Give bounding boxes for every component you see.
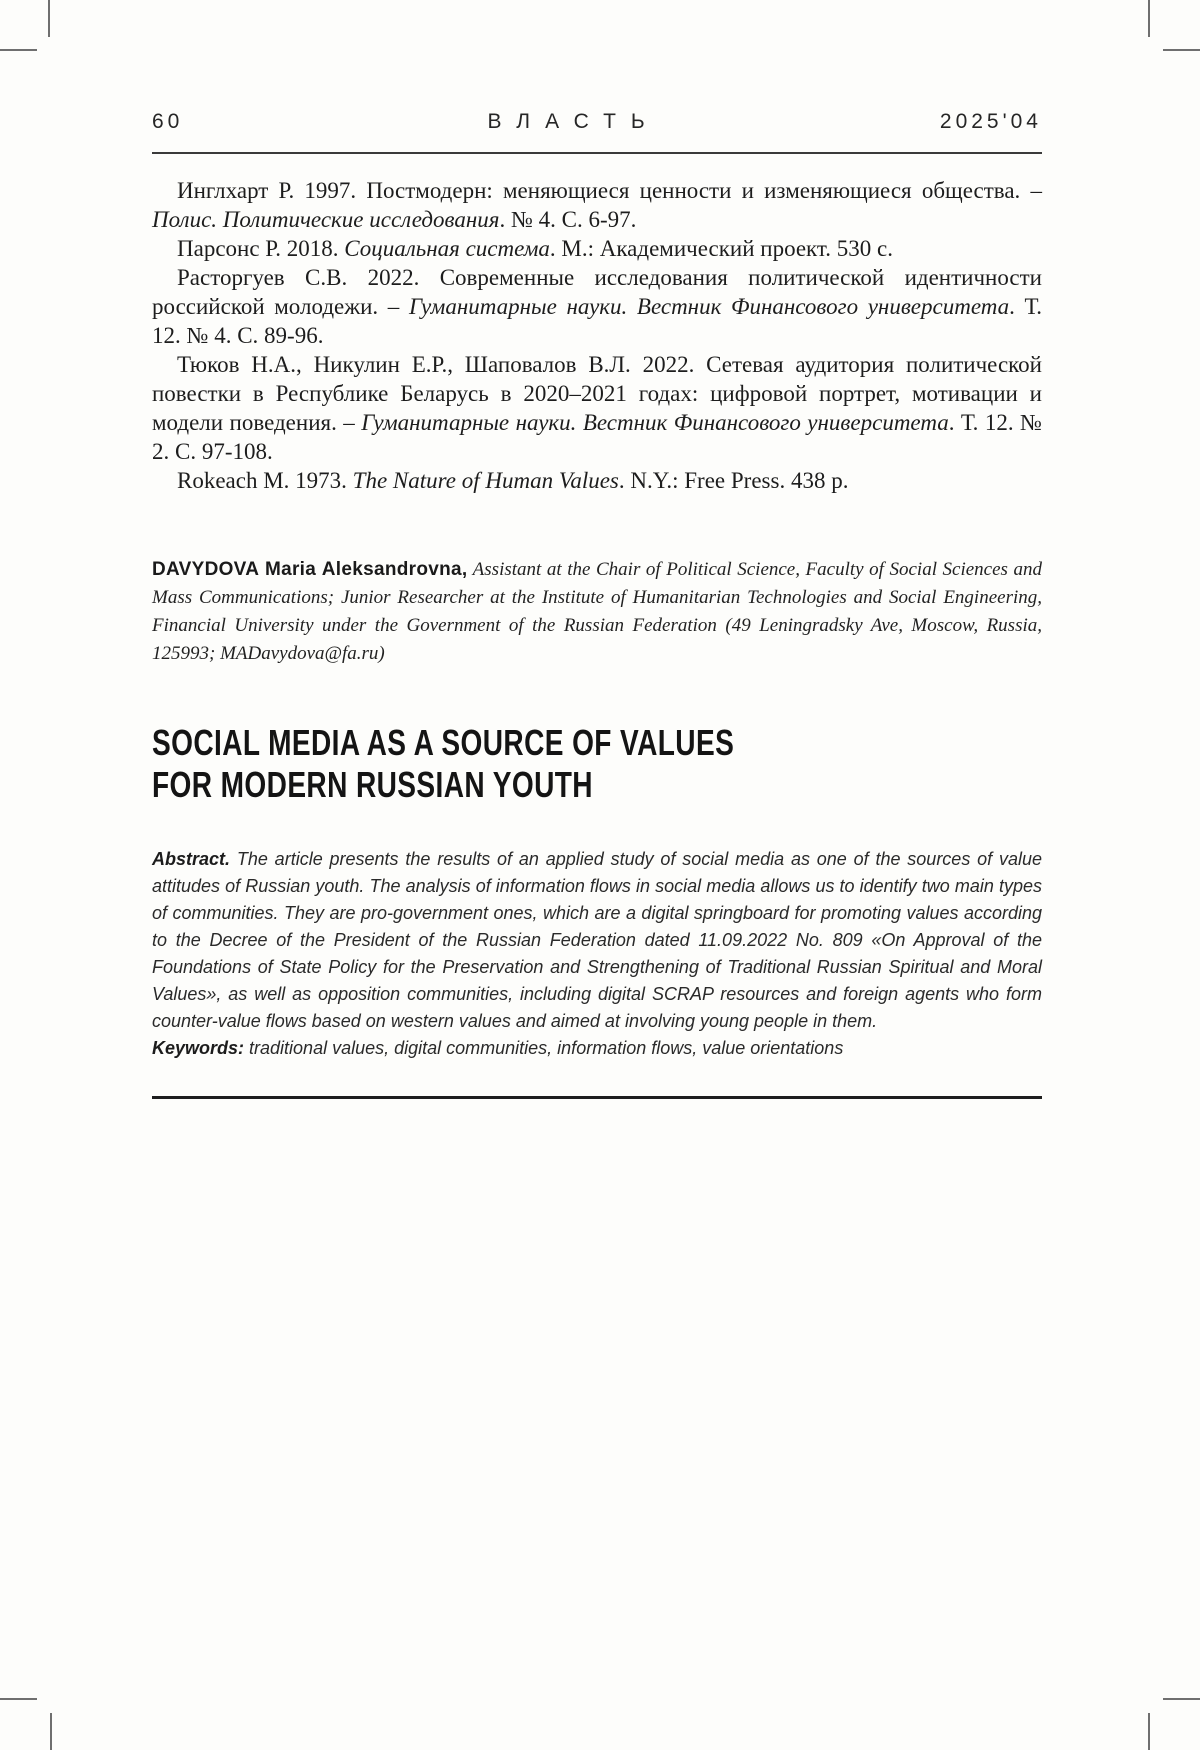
reference-entry bbox=[152, 350, 1042, 466]
abstract-label: Abstract. bbox=[152, 849, 231, 869]
author-name: DAVYDOVA Maria Aleksandrovna, bbox=[152, 559, 468, 580]
article-title-line-1: SOCIAL MEDIA AS A SOURCE OF VALUES bbox=[152, 722, 735, 763]
reference-source-italic: Гуманитарные науки. Вестник Финансового университета bbox=[361, 410, 949, 435]
header-rule bbox=[152, 152, 1042, 154]
running-head bbox=[152, 110, 1042, 134]
reference-entry bbox=[152, 176, 1042, 234]
author-paragraph bbox=[152, 556, 1042, 668]
page-number: 60 bbox=[152, 110, 184, 133]
author-bio: Assistant at the Chair of Political Science, Faculty of Social Sciences and Mass Communications; Junior Researcher at the Institute of Humanitarian Technologies and Social Engineering, Financial University under the Government of the Russian Federation (49 Leningradsky Ave, Moscow, Russia, 125993; MADavydova@fa.ru) bbox=[152, 559, 1043, 664]
footer-rule bbox=[152, 1096, 1042, 1099]
reference-text: . № 4. С. 6-97. bbox=[499, 207, 637, 232]
reference-text: Rokeach M. 1973. bbox=[177, 468, 353, 493]
article-title bbox=[152, 722, 1042, 806]
crop-mark-top-left-horizontal bbox=[0, 49, 37, 51]
reference-entry bbox=[152, 263, 1042, 350]
abstract-text: The article presents the results of an applied study of social media as one of the sources of value attitudes of Russian youth. The analysis of information flows in social media allows us to identify two main types of communities. They are pro-government ones, which are a digital springboard for promoting values according to the Decree of the President of the Russian Federation dated 11.09.2022 No. 809 «On Approval of the Foundations of State Policy for the Preservation and Strengthening of Traditional Russian Spiritual and Moral Values», as well as opposition communities, including digital SCRAP resources and foreign agents who form counter-value flows based on western values and aimed at involving young people in them. bbox=[152, 849, 1042, 1031]
reference-source-italic: Гуманитарные науки. Вестник Финансового университета bbox=[408, 294, 1010, 319]
reference-entry bbox=[152, 466, 1042, 495]
reference-source-italic: The Nature of Human Values bbox=[352, 468, 619, 493]
reference-text: . Т. 12. № 4. С. 89-96. bbox=[152, 294, 1043, 348]
keywords-label: Keywords: bbox=[152, 1038, 245, 1058]
crop-mark-bottom-right-vertical bbox=[1148, 1713, 1150, 1750]
reference-text: . Т. 12. № 2. С. 97-108. bbox=[152, 410, 1042, 464]
journal-title: ВЛАСТЬ bbox=[487, 110, 660, 133]
reference-text: . М.: Академический проект. 530 с. bbox=[549, 236, 893, 261]
crop-mark-bottom-left-vertical bbox=[50, 1713, 52, 1750]
crop-mark-top-right-vertical bbox=[1148, 0, 1150, 37]
crop-mark-top-right-horizontal bbox=[1163, 49, 1200, 51]
issue-label: 2025'04 bbox=[939, 110, 1042, 133]
crop-mark-bottom-left-horizontal bbox=[0, 1698, 37, 1700]
reference-entry bbox=[152, 234, 1042, 263]
reference-source-italic: Социальная система bbox=[344, 236, 550, 261]
reference-text: Инглхарт Р. 1997. Постмодерн: меняющиеся ценности и изменяющиеся общества. – bbox=[177, 178, 1042, 203]
reference-text: Тюков Н.А., Никулин Е.Р., Шаповалов В.Л. 2022. Сетевая аудитория политической повестки в Республике Беларусь в 2020–2021 годах: цифровой портрет, мотивации и модели поведения. – bbox=[152, 352, 1042, 435]
references bbox=[152, 176, 1042, 495]
reference-source-italic: Полис. Политические исследования bbox=[152, 207, 500, 232]
abstract-block bbox=[152, 846, 1042, 1062]
reference-text: . N.Y.: Free Press. 438 p. bbox=[618, 468, 849, 493]
abstract-paragraph bbox=[152, 846, 1042, 1035]
keywords-text: traditional values, digital communities, information flows, value orientations bbox=[244, 1038, 844, 1058]
reference-text: Расторгуев С.В. 2022. Современные исследования политической идентичности российской молодежи. – bbox=[152, 265, 1042, 319]
article-title-line-2: FOR MODERN RUSSIAN YOUTH bbox=[152, 764, 593, 805]
crop-mark-top-left-vertical bbox=[48, 0, 50, 37]
reference-text: Парсонс Р. 2018. bbox=[177, 236, 345, 261]
crop-mark-bottom-right-horizontal bbox=[1163, 1698, 1200, 1700]
author-info bbox=[152, 556, 1042, 668]
keywords-paragraph bbox=[152, 1035, 1042, 1062]
